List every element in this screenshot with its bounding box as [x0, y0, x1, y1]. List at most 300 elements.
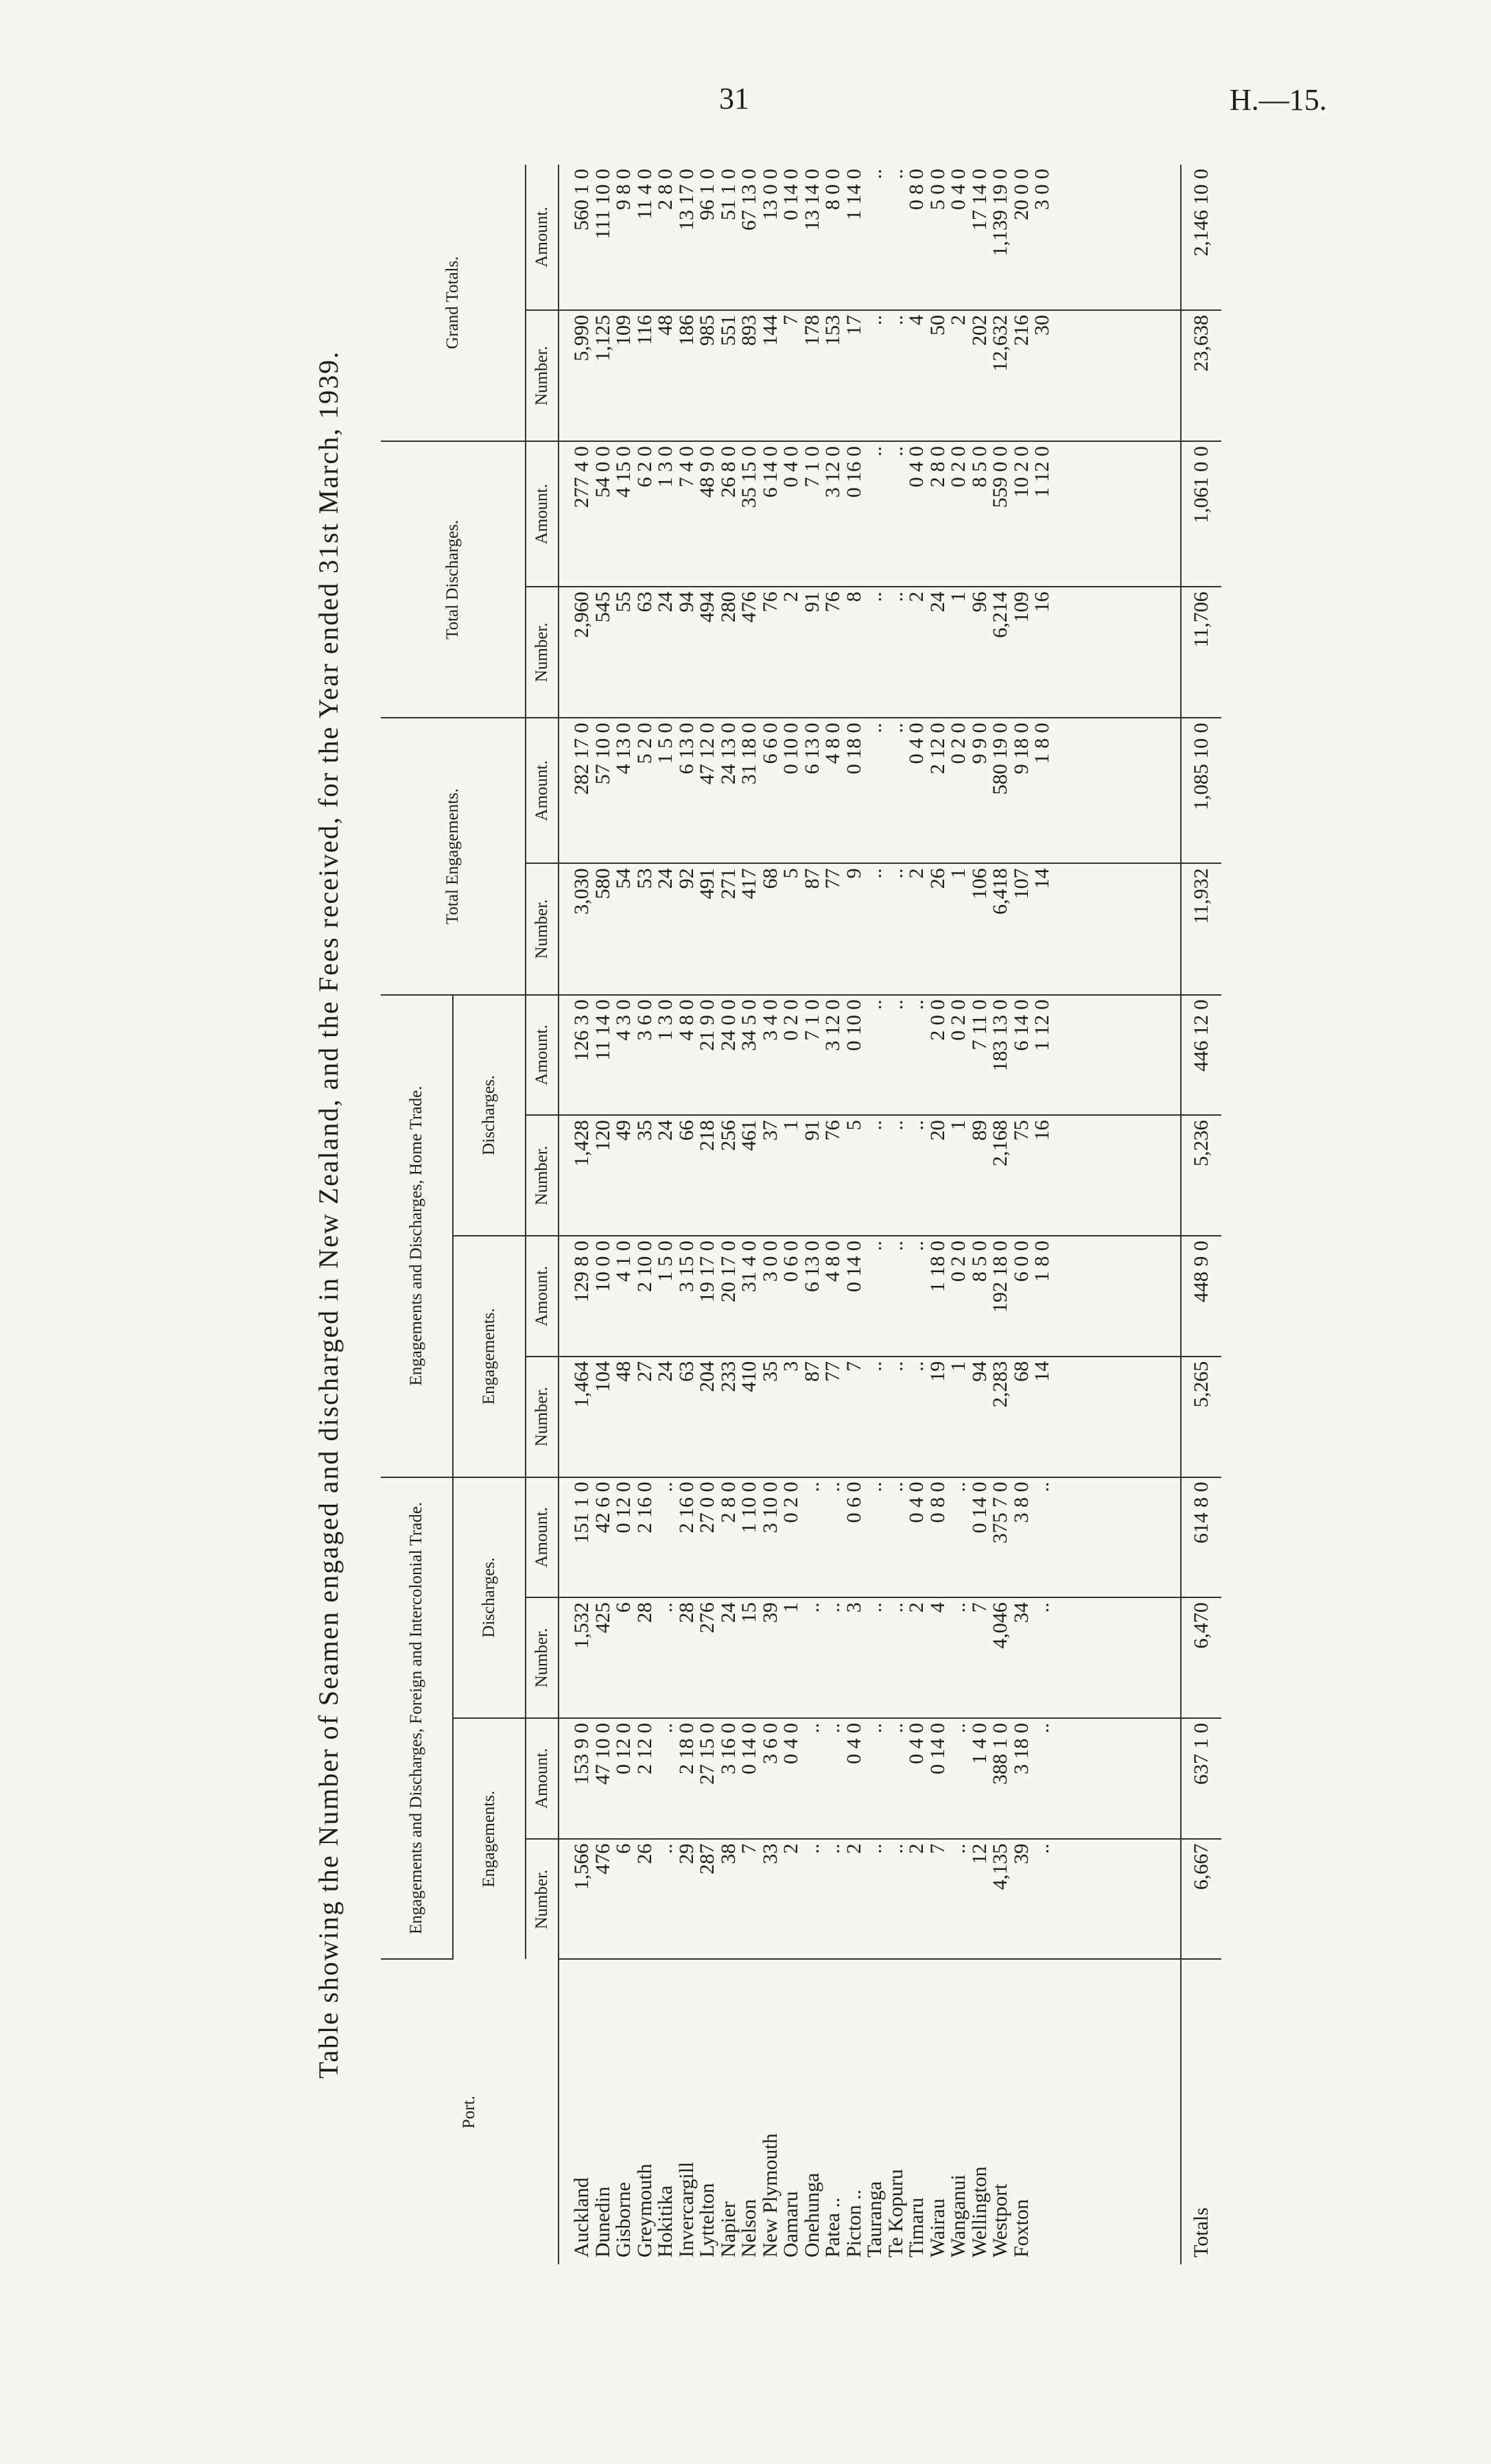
table-cell: 417: [738, 868, 760, 900]
table-cell: 280: [716, 591, 740, 623]
totals-foreign-engagements-amount: 637 1 0: [1181, 1718, 1221, 1839]
header-home-engagements: Engagements.: [453, 1236, 526, 1477]
header-foreign-engagements: Engagements.: [453, 1718, 526, 1959]
table-cell: 26: [633, 1843, 656, 1864]
table-cell: 1 14 0: [842, 169, 865, 220]
table-cell: 31 18 0: [738, 723, 760, 785]
table-cell: 1 12 0: [1031, 999, 1053, 1051]
totals-foreign-discharges-number: 6,470: [1181, 1597, 1221, 1718]
page-number: 31: [719, 82, 749, 115]
table-cell: 2 8 0: [926, 446, 949, 488]
table-cell: 6 13 0: [800, 1241, 823, 1293]
table-cell: 29: [674, 1843, 698, 1864]
table-cell: ..: [1031, 1602, 1053, 1613]
data-rows: [559, 165, 1181, 2264]
table-cell: 4,135: [989, 1843, 1011, 1890]
port-name: Tauranga: [863, 2181, 886, 2257]
table-cell: 9 9 0: [967, 723, 991, 764]
table-cell: 91: [800, 591, 823, 613]
table-cell: 77: [821, 1361, 844, 1382]
table-cell: ..: [884, 999, 907, 1010]
table-cell: 388 1 0: [989, 1723, 1011, 1785]
table-cell: 1: [947, 591, 970, 602]
table-cell: 0 4 0: [905, 723, 928, 764]
table-cell: ..: [905, 999, 928, 1010]
table-cell: 4 15 0: [612, 446, 635, 498]
totals-total-discharges-number: 11,706: [1181, 587, 1221, 718]
table-cell: 0 12 0: [612, 1481, 635, 1534]
table-title: Table showing the Number of Seamen engaged and discharged in New Zealand, and the Fees received, for the Year ended 31st March, 1939.: [313, 350, 344, 2079]
table-cell: 202: [967, 315, 991, 347]
table-cell: 33: [758, 1843, 782, 1864]
table-cell: 0 6 0: [842, 1481, 865, 1523]
table-cell: 6 13 0: [800, 723, 823, 775]
table-cell: 4: [926, 1602, 949, 1613]
table-cell: 24: [926, 591, 949, 613]
table-cell: ..: [863, 315, 886, 326]
total-discharges-amount-column: [559, 441, 1181, 587]
table-cell: 34 5 0: [738, 999, 760, 1051]
table-cell: ..: [863, 868, 886, 879]
table-cell: 2: [905, 591, 928, 602]
table-cell: 0 8 0: [926, 1481, 949, 1523]
foreign-discharges-amount-column: [559, 1477, 1181, 1598]
table-cell: ..: [863, 169, 886, 179]
table-cell: 107: [1009, 868, 1033, 900]
table-cell: 1 3 0: [654, 446, 677, 488]
table-cell: 4 8 0: [821, 1241, 844, 1282]
header-foreign-discharges: Discharges.: [453, 1477, 526, 1718]
foreign-engagements-number-column: [559, 1839, 1181, 1960]
table-cell: ..: [884, 1723, 907, 1734]
table-cell: 6 6 0: [758, 723, 782, 764]
table-cell: 0 4 0: [905, 446, 928, 488]
table-cell: 2 16 0: [633, 1481, 656, 1534]
port-name: Gisborne: [612, 2182, 635, 2257]
table-cell: ..: [800, 1602, 823, 1613]
table-cell: 4,046: [989, 1602, 1011, 1649]
table-cell: 13 14 0: [800, 169, 823, 231]
table-cell: 30: [1031, 315, 1053, 336]
home-engagements-amount-column: [559, 1236, 1181, 1357]
table-cell: 6,418: [989, 868, 1011, 915]
table-cell: 0 4 0: [905, 1723, 928, 1765]
table-cell: 5: [779, 868, 802, 879]
table-cell: 0 4 0: [842, 1723, 865, 1765]
table-cell: 57 10 0: [591, 723, 614, 785]
table-cell: 1 12 0: [1031, 446, 1053, 498]
port-name: Te Kopuru: [884, 2169, 907, 2257]
totals-home-discharges-number: 5,236: [1181, 1115, 1221, 1236]
table-cell: ..: [863, 591, 886, 602]
table-cell: ..: [884, 1481, 907, 1492]
home-engagements-number-column: [559, 1357, 1181, 1477]
table-cell: 50: [926, 315, 949, 336]
table-cell: 2: [779, 591, 802, 602]
table-cell: ..: [654, 1481, 677, 1492]
header-amount: Amount.: [526, 1477, 559, 1598]
header-foreign-trade: Engagements and Discharges, Foreign and Intercolonial Trade.: [381, 1477, 453, 1960]
table-cell: 3: [842, 1602, 865, 1613]
port-name: Invercargill: [674, 2161, 698, 2257]
port-column: [559, 1959, 1181, 2264]
table-cell: 8 0 0: [821, 169, 844, 210]
table-cell: 5,990: [570, 315, 593, 362]
table-cell: 6 2 0: [633, 446, 656, 488]
table-cell: 1: [947, 1120, 970, 1131]
table-cell: 0 14 0: [779, 169, 802, 220]
table-cell: 3,030: [570, 868, 593, 915]
table-cell: ..: [884, 1602, 907, 1613]
table-cell: 1,428: [570, 1120, 593, 1166]
table-cell: 35: [633, 1120, 656, 1141]
table-cell: 3 18 0: [1009, 1723, 1033, 1775]
table-cell: 985: [696, 315, 718, 347]
table-cell: 287: [696, 1843, 718, 1875]
table-cell: 2 8 0: [716, 1481, 740, 1523]
table-cell: 8 5 0: [967, 1241, 991, 1282]
table-cell: ..: [863, 1120, 886, 1131]
table-cell: 76: [758, 591, 782, 613]
totals-home-engagements-number: 5,265: [1181, 1357, 1221, 1477]
table-cell: 42 6 0: [591, 1481, 614, 1534]
table-cell: 129 8 0: [570, 1241, 593, 1303]
table-cell: 0 4 0: [779, 1723, 802, 1765]
table-cell: 375 7 0: [989, 1481, 1011, 1544]
table-cell: 1 5 0: [654, 723, 677, 764]
table-cell: 144: [758, 315, 782, 347]
table-cell: 0 4 0: [779, 446, 802, 488]
total-engagements-number-column: [559, 863, 1181, 994]
table-cell: 0 10 0: [779, 723, 802, 775]
port-name: Greymouth: [633, 2163, 656, 2257]
table-cell: 580: [591, 868, 614, 900]
table-cell: ..: [884, 1843, 907, 1854]
table-cell: 4 13 0: [612, 723, 635, 775]
table-cell: 54 0 0: [591, 446, 614, 498]
port-name: Hokitika: [654, 2185, 677, 2257]
table-cell: 24: [654, 1361, 677, 1382]
table-cell: 276: [696, 1602, 718, 1634]
table-cell: 282 17 0: [570, 723, 593, 795]
table-cell: 24 0 0: [716, 999, 740, 1051]
table-cell: 2 18 0: [674, 1723, 698, 1775]
table-cell: 2,283: [989, 1361, 1011, 1408]
table-cell: 1,566: [570, 1843, 593, 1890]
table-cell: 1,464: [570, 1361, 593, 1408]
totals-home-discharges-amount: 446 12 0: [1181, 995, 1221, 1116]
table-cell: 0 4 0: [947, 169, 970, 210]
port-name: Lyttelton: [696, 2183, 718, 2257]
table-cell: 66: [674, 1120, 698, 1141]
table-cell: 26 8 0: [716, 446, 740, 498]
table-cell: 277 4 0: [570, 446, 593, 508]
rotated-table-block: [302, 165, 1249, 2264]
table-cell: 6 14 0: [1009, 999, 1033, 1051]
table-cell: 10 2 0: [1009, 446, 1033, 498]
table-cell: ..: [884, 1361, 907, 1372]
table-cell: 63: [633, 591, 656, 613]
table-cell: ..: [821, 1843, 844, 1854]
table-cell: 63: [674, 1361, 698, 1382]
table-cell: 1 18 0: [926, 1241, 949, 1293]
table-cell: 12,632: [989, 315, 1011, 372]
header-number: Number.: [526, 1357, 559, 1477]
table-cell: 186: [674, 315, 698, 347]
table-cell: 560 1 0: [570, 169, 593, 231]
table-cell: 20 17 0: [716, 1241, 740, 1303]
port-name: Patea ..: [821, 2197, 844, 2257]
table-cell: 24: [654, 591, 677, 613]
table-cell: 4 3 0: [612, 999, 635, 1041]
table-cell: 20 0 0: [1009, 169, 1033, 220]
table-cell: 3 0 0: [1031, 169, 1053, 210]
table-cell: 0 2 0: [947, 999, 970, 1041]
table-cell: 49: [612, 1120, 635, 1141]
table-cell: 476: [738, 591, 760, 623]
table-cell: 0 6 0: [779, 1241, 802, 1282]
table-cell: ..: [863, 446, 886, 457]
table-cell: 94: [674, 591, 698, 613]
table-cell: 153: [821, 315, 844, 347]
table-cell: 0 12 0: [612, 1723, 635, 1775]
table-header: [381, 165, 559, 2264]
table-cell: 2: [905, 1602, 928, 1613]
table-cell: 16: [1031, 591, 1053, 613]
table-cell: 7 4 0: [674, 446, 698, 488]
header-total-engagements: Total Engagements.: [381, 718, 526, 994]
table-cell: 26: [926, 868, 949, 889]
table-cell: ..: [821, 1723, 844, 1734]
table-cell: 0 14 0: [738, 1723, 760, 1775]
table-cell: ..: [800, 1723, 823, 1734]
table-cell: 7 11 0: [967, 999, 991, 1051]
table-cell: 14: [1031, 868, 1053, 889]
table-cell: 3 4 0: [758, 999, 782, 1041]
table-cell: 151 1 0: [570, 1481, 593, 1544]
table-cell: 55: [612, 591, 635, 613]
table-cell: 76: [821, 591, 844, 613]
header-home-discharges: Discharges.: [453, 995, 526, 1236]
table-cell: 1 5 0: [654, 1241, 677, 1282]
port-name: Wellington: [967, 2166, 991, 2257]
table-cell: 94: [967, 1361, 991, 1382]
table-cell: ..: [905, 1241, 928, 1252]
table-cell: 68: [1009, 1361, 1033, 1382]
table-cell: 2: [905, 868, 928, 879]
table-cell: 96 1 0: [696, 169, 718, 220]
table-cell: 3 6 0: [758, 1723, 782, 1765]
table-cell: 1 8 0: [1031, 1241, 1053, 1282]
table-cell: 35 15 0: [738, 446, 760, 508]
table-cell: 9: [842, 868, 865, 879]
table-cell: 2 16 0: [674, 1481, 698, 1534]
table-cell: 87: [800, 1361, 823, 1382]
table-cell: 425: [591, 1602, 614, 1634]
table-cell: 4 1 0: [612, 1241, 635, 1282]
table-cell: 48 9 0: [696, 446, 718, 498]
table-cell: 3: [779, 1361, 802, 1372]
totals-home-engagements-amount: 448 9 0: [1181, 1236, 1221, 1357]
table-cell: ..: [863, 1723, 886, 1734]
table-cell: ..: [947, 1723, 970, 1734]
table-cell: 2 0 0: [926, 999, 949, 1041]
table-cell: 7: [779, 315, 802, 326]
table-cell: 0 8 0: [905, 169, 928, 210]
table-cell: 4 8 0: [674, 999, 698, 1041]
table-cell: 1,125: [591, 315, 614, 362]
port-name: Napier: [716, 2201, 740, 2257]
table-cell: ..: [1031, 1723, 1053, 1734]
totals-grand-amount: 2,146 10 0: [1181, 165, 1221, 310]
foreign-discharges-number-column: [559, 1597, 1181, 1718]
table-cell: 218: [696, 1120, 718, 1151]
table-cell: 48: [612, 1361, 635, 1382]
table-cell: 14: [1031, 1361, 1053, 1382]
table-cell: 27 0 0: [696, 1481, 718, 1534]
header-amount: Amount.: [526, 718, 559, 863]
table-cell: 76: [821, 1120, 844, 1141]
port-name: Auckland: [570, 2177, 593, 2257]
table-cell: 13 0 0: [758, 169, 782, 220]
header-amount: Amount.: [526, 1718, 559, 1839]
port-name: Nelson: [738, 2199, 760, 2257]
port-name: Onehunga: [800, 2172, 823, 2257]
header-amount: Amount.: [526, 441, 559, 587]
table-cell: 109: [612, 315, 635, 347]
port-name: Foxton: [1009, 2198, 1033, 2257]
table-cell: 27 15 0: [696, 1723, 718, 1785]
port-name: Wanganui: [947, 2174, 970, 2257]
table-cell: 87: [800, 868, 823, 889]
table-cell: 5: [842, 1120, 865, 1131]
table-cell: 24: [716, 1602, 740, 1623]
table-cell: 7 1 0: [800, 446, 823, 488]
table-cell: 0 2 0: [779, 999, 802, 1041]
table-cell: ..: [884, 591, 907, 602]
table-cell: 39: [758, 1602, 782, 1623]
table-cell: 0 18 0: [842, 723, 865, 775]
table-cell: 2 8 0: [654, 169, 677, 210]
table-cell: 0 14 0: [967, 1481, 991, 1534]
table-cell: 2 10 0: [633, 1241, 656, 1293]
port-name: Oamaru: [779, 2191, 802, 2257]
table-cell: 53: [633, 868, 656, 889]
table-cell: 34: [1009, 1602, 1033, 1623]
table-cell: 410: [738, 1361, 760, 1392]
table-cell: 91: [800, 1120, 823, 1141]
table-cell: 126 3 0: [570, 999, 593, 1061]
table-cell: 2: [779, 1843, 802, 1854]
table-cell: 3 0 0: [758, 1241, 782, 1282]
table-cell: 545: [591, 591, 614, 623]
table-cell: 2,168: [989, 1120, 1011, 1166]
header-grand-totals: Grand Totals.: [381, 165, 526, 441]
header-amount: Amount.: [526, 1236, 559, 1357]
table-cell: 68: [758, 868, 782, 889]
table-cell: 47 12 0: [696, 723, 718, 785]
home-discharges-number-column: [559, 1115, 1181, 1236]
totals-total-discharges-amount: 1,061 0 0: [1181, 441, 1221, 587]
home-discharges-amount-column: [559, 995, 1181, 1116]
table-cell: 491: [696, 868, 718, 900]
table-cell: 12: [967, 1843, 991, 1864]
table-cell: 7: [967, 1602, 991, 1613]
table-cell: 6 13 0: [674, 723, 698, 775]
table-cell: 0 2 0: [779, 1481, 802, 1523]
table-cell: ..: [905, 1361, 928, 1372]
port-name: Dunedin: [591, 2186, 614, 2257]
table-cell: 7 1 0: [800, 999, 823, 1041]
table-cell: 24 13 0: [716, 723, 740, 785]
header-number: Number.: [526, 587, 559, 718]
table-cell: 21 9 0: [696, 999, 718, 1051]
table-cell: 494: [696, 591, 718, 623]
table-cell: ..: [863, 1361, 886, 1372]
table-cell: 96: [967, 591, 991, 613]
totals-grand-number: 23,638: [1181, 310, 1221, 441]
table-cell: 15: [738, 1602, 760, 1623]
table-cell: 2: [947, 315, 970, 326]
port-name: New Plymouth: [758, 2133, 782, 2257]
table-cell: 75: [1009, 1120, 1033, 1141]
table-cell: ..: [654, 1843, 677, 1854]
table-cell: 0 10 0: [842, 999, 865, 1051]
table-cell: 38: [716, 1843, 740, 1864]
table-cell: ..: [884, 723, 907, 734]
table-cell: 11 4 0: [633, 169, 656, 220]
header-port: Port.: [381, 1959, 559, 2264]
table-cell: 3 16 0: [716, 1723, 740, 1775]
header-total-discharges: Total Discharges.: [381, 441, 526, 718]
table-cell: ..: [800, 1843, 823, 1854]
table-cell: 11 14 0: [591, 999, 614, 1061]
table-cell: 6,214: [989, 591, 1011, 638]
totals-total-engagements-number: 11,932: [1181, 863, 1221, 994]
table-cell: 19 17 0: [696, 1241, 718, 1303]
table-cell: ..: [863, 1602, 886, 1613]
header-amount: Amount.: [526, 995, 559, 1116]
table-cell: 2 12 0: [633, 1723, 656, 1775]
table-cell: 1: [947, 868, 970, 879]
table-cell: 111 10 0: [591, 169, 614, 239]
table-cell: 54: [612, 868, 635, 889]
table-cell: 10 0 0: [591, 1241, 614, 1293]
table-cell: 20: [926, 1120, 949, 1141]
table-cell: ..: [884, 1120, 907, 1131]
seamen-fees-table: [381, 165, 1221, 2264]
port-name: Timaru: [905, 2197, 928, 2257]
table-cell: 6 0 0: [1009, 1241, 1033, 1282]
table-cell: 0 4 0: [905, 1481, 928, 1523]
table-cell: 28: [633, 1602, 656, 1623]
table-cell: 5 2 0: [633, 723, 656, 764]
table-cell: 0 2 0: [947, 446, 970, 488]
table-cell: 92: [674, 868, 698, 889]
table-cell: 104: [591, 1361, 614, 1392]
table-cell: ..: [863, 1241, 886, 1252]
table-cell: 28: [674, 1602, 698, 1623]
table-cell: 1,532: [570, 1602, 593, 1649]
total-engagements-amount-column: [559, 718, 1181, 863]
table-cell: 1,139 19 0: [989, 169, 1011, 257]
table-cell: 0 14 0: [926, 1723, 949, 1775]
port-name: Wairau: [926, 2198, 949, 2257]
table-cell: ..: [905, 1120, 928, 1131]
table-cell: ..: [884, 868, 907, 879]
table-cell: 204: [696, 1361, 718, 1392]
totals-total-engagements-amount: 1,085 10 0: [1181, 718, 1221, 863]
